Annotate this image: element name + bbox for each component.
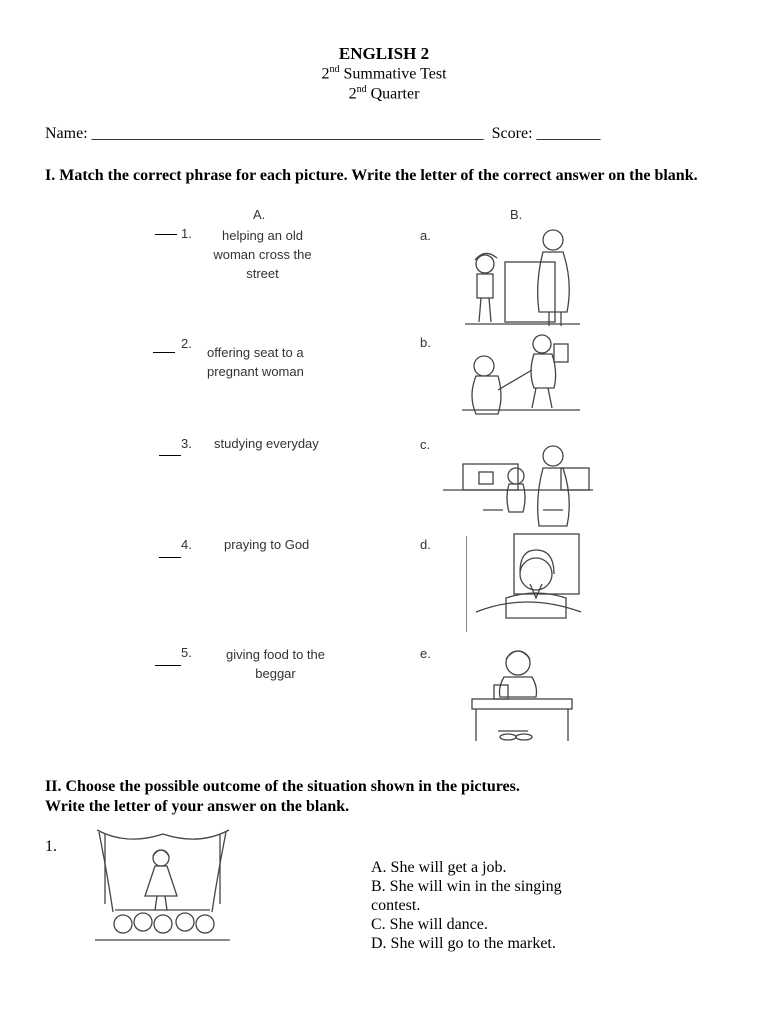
picture-d-girl-praying	[466, 532, 581, 637]
picture-b-giving-food-to-beggar	[462, 330, 580, 430]
picture-girl-singing-on-stage	[95, 828, 230, 943]
answer-blank[interactable]	[155, 665, 181, 666]
question-1-choices	[371, 858, 562, 953]
choice-b-continued: contest.	[371, 897, 421, 914]
column-a-header: A.	[253, 207, 266, 222]
item-number: 2.	[181, 336, 192, 351]
phrase-line: helping an old	[222, 228, 303, 243]
choice-letter: b.	[420, 335, 431, 350]
answer-blank[interactable]	[153, 352, 175, 353]
ordinal-suffix: nd	[356, 84, 367, 95]
ordinal-number: 2	[321, 65, 330, 83]
phrase-line: pregnant woman	[207, 364, 304, 379]
phrase-2	[207, 343, 347, 381]
choice-b: B. She will win in the singing	[371, 878, 562, 895]
test-quarter	[0, 84, 768, 103]
test-title: ENGLISH 2	[338, 44, 430, 63]
choice-d: D. She will go to the market.	[371, 935, 556, 952]
choice-letter: a.	[420, 228, 431, 243]
part2-instruction-line2: Write the letter of your answer on the blank.	[45, 798, 350, 815]
picture-e-boy-studying	[468, 645, 578, 745]
name-blank[interactable]: _________________________________________________	[91, 125, 484, 142]
phrase-line: beggar	[255, 666, 296, 681]
phrase-3: studying everyday	[214, 436, 319, 451]
phrase-5	[203, 645, 348, 683]
phrase-line: woman cross the	[213, 247, 312, 262]
subtitle-text: Summative Test	[339, 65, 447, 83]
phrase-line: offering seat to a	[207, 345, 304, 360]
item-number: 3.	[181, 436, 192, 451]
part1-instruction: I. Match the correct phrase for each picture. Write the letter of the correct answer on the blank.	[45, 167, 698, 184]
phrase-line: street	[246, 266, 279, 281]
choice-letter: e.	[420, 646, 431, 661]
part2-instruction-line1: II. Choose the possible outcome of the situation shown in the pictures.	[45, 778, 520, 795]
picture-a-boy-and-pregnant-woman	[465, 222, 580, 332]
item-number: 4.	[181, 537, 192, 552]
ordinal-suffix: nd	[329, 64, 340, 75]
ordinal-number: 2	[348, 85, 357, 103]
phrase-1	[200, 226, 325, 283]
choice-c: C. She will dance.	[371, 916, 488, 933]
choice-letter: c.	[420, 437, 431, 452]
answer-blank[interactable]	[159, 455, 181, 456]
score-label: Score:	[491, 125, 533, 142]
choice-a: A. She will get a job.	[371, 859, 507, 876]
item-number: 5.	[181, 645, 192, 660]
column-b-header: B.	[510, 207, 523, 222]
test-subtitle	[0, 64, 768, 83]
quarter-text: Quarter	[366, 85, 420, 103]
item-number: 1.	[181, 226, 192, 241]
answer-blank[interactable]	[155, 234, 177, 235]
phrase-line: giving food to the	[225, 647, 326, 662]
name-score-row	[45, 125, 601, 143]
score-blank[interactable]: ________	[536, 125, 601, 142]
answer-blank[interactable]	[159, 557, 181, 558]
picture-c-crossing-street	[443, 438, 593, 533]
phrase-4: praying to God	[224, 537, 310, 552]
choice-letter: d.	[420, 537, 431, 552]
name-label: Name:	[45, 125, 88, 142]
question-1-number: 1.	[45, 838, 57, 855]
